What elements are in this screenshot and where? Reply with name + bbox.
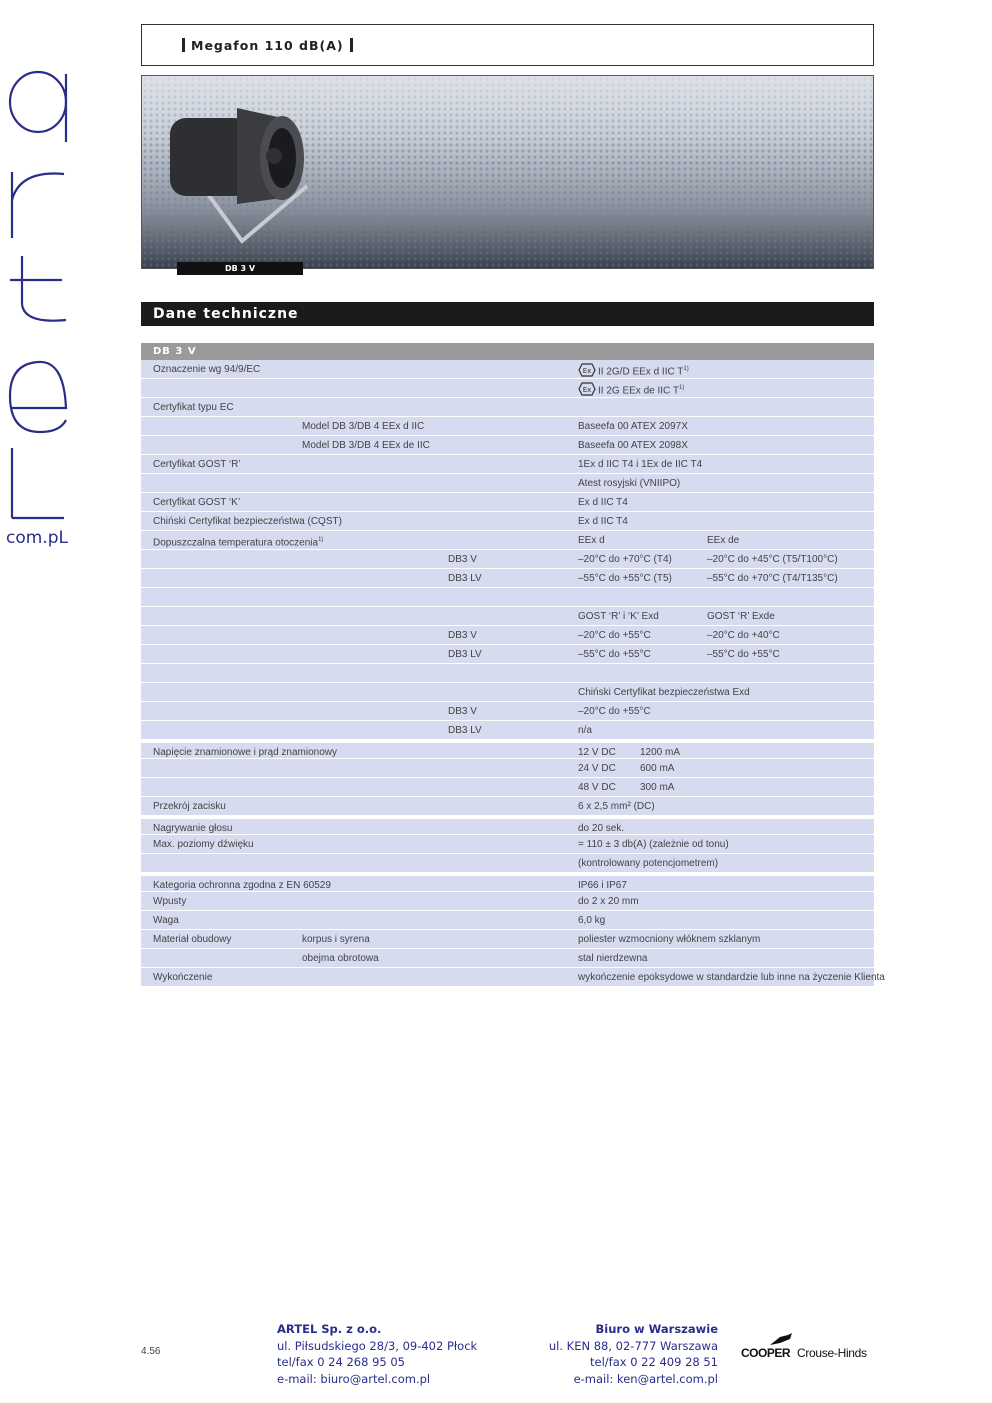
table-row: [141, 626, 874, 645]
table-row: [141, 740, 874, 759]
table-row: [141, 683, 874, 702]
row-value-text: Ex d IIC T4: [578, 497, 628, 508]
row-label: [153, 360, 260, 379]
row-value-secondary: –20°C do +40°C: [707, 630, 780, 641]
table-row: [141, 550, 874, 569]
row-label-text: Dopuszczalna temperatura otoczenia: [153, 537, 319, 549]
table-row: [141, 474, 874, 493]
row-value: [578, 930, 760, 949]
spec-table-title: DB 3 V: [141, 343, 874, 360]
row-label: [153, 512, 342, 531]
row-value-text: Baseefa 00 ATEX 2097X: [578, 421, 688, 432]
megaphone-image-icon: [142, 76, 874, 269]
phone-line: tel/fax 0 22 409 28 51: [590, 1355, 718, 1369]
cooper-crouse-hinds-logo: [740, 1333, 876, 1363]
footnote-marker: 1): [318, 537, 324, 543]
row-value-text: GOST ‘R’ i ‘K’ Exd: [578, 611, 659, 622]
row-value: [578, 702, 651, 721]
svg-text:Ex: Ex: [582, 386, 592, 395]
table-row: [141, 531, 874, 550]
row-label-text: Waga: [153, 915, 179, 926]
row-sublabel-text: Model DB 3/DB 4 EEx de IIC: [302, 440, 430, 451]
table-row: [141, 949, 874, 968]
row-value-text: 24 V DC: [578, 763, 616, 774]
row-value: [578, 417, 688, 436]
email-line: e-mail: biuro@artel.com.pl: [277, 1371, 431, 1386]
row-value-text: (kontrolowany potencjometrem): [578, 858, 719, 869]
row-value-text: Chiński Certyfikat bezpieczeństwa Exd: [578, 687, 750, 698]
artel-side-logo: [0, 60, 80, 560]
row-value-text: do 2 x 20 mm: [578, 896, 639, 907]
row-variant: [448, 721, 482, 740]
brand-cooper: COOPER: [741, 1346, 791, 1360]
row-label-text: Napięcie znamionowe i prąd znamionowy: [153, 747, 337, 758]
row-value-text: II 2G EEx de IIC T: [598, 385, 679, 397]
row-value: [578, 797, 655, 816]
row-value-text: do 20 sek.: [578, 823, 625, 834]
row-value-text: Atest rosyjski (VNIIPO): [578, 478, 681, 489]
footnote-marker: 1): [683, 366, 689, 372]
email-line: e-mail: ken@artel.com.pl: [573, 1371, 718, 1386]
row-value-text: 6 x 2,5 mm² (DC): [578, 801, 655, 812]
row-label: [153, 493, 240, 512]
row-value-current: 1200 mA: [640, 747, 681, 758]
table-row: [141, 778, 874, 797]
row-value: [578, 474, 680, 493]
row-label-text: Wpusty: [153, 896, 187, 907]
row-variant: [448, 550, 477, 569]
table-row: [141, 360, 874, 379]
row-value-secondary: EEx de: [707, 535, 740, 546]
row-variant-text: DB3 V: [448, 630, 477, 641]
row-label: [153, 930, 231, 949]
row-value: [578, 778, 616, 797]
row-value: [578, 968, 885, 987]
table-row: [141, 588, 874, 607]
table-row: [141, 968, 885, 987]
row-value-secondary: GOST ‘R’ Exde: [707, 611, 775, 622]
table-row: [141, 512, 874, 531]
row-label: [153, 398, 234, 417]
table-row: [141, 664, 874, 683]
office-name: Biuro w Warszawie: [595, 1322, 718, 1336]
row-value-text: EEx d: [578, 535, 605, 546]
row-value: [578, 759, 616, 778]
row-label-text: Oznaczenie wg 94/9/EC: [153, 364, 261, 375]
table-row: [141, 569, 874, 588]
header-bar-right-icon: [350, 38, 353, 52]
row-value-text: II 2G/D EEx d IIC T: [598, 366, 684, 378]
section-title: Dane techniczne: [141, 302, 874, 326]
table-row: [141, 854, 874, 873]
row-sublabel: [302, 436, 430, 455]
row-label: [153, 835, 254, 854]
row-value: [578, 512, 628, 531]
row-value: [578, 721, 592, 740]
row-value-text: –20°C do +55°C: [578, 706, 651, 717]
row-label-text: Certyfikat typu EC: [153, 402, 234, 413]
row-label-text: Max. poziomy dźwięku: [153, 839, 254, 850]
row-variant-text: DB3 LV: [448, 725, 482, 736]
row-label: [153, 968, 212, 987]
row-value: [578, 835, 729, 854]
table-row: [141, 911, 874, 930]
ex-hexagon-icon: [578, 363, 596, 377]
table-row: [141, 759, 874, 778]
row-value: [578, 436, 688, 455]
table-row: [141, 436, 874, 455]
row-value-secondary: –55°C do +70°C (T4/T135°C): [707, 573, 838, 584]
table-row: [141, 607, 874, 626]
cooper-mark-icon: [768, 1333, 794, 1347]
row-value-current: 300 mA: [640, 782, 675, 793]
row-variant-text: DB3 V: [448, 706, 477, 717]
header-bar-left-icon: [182, 38, 185, 52]
row-value: [578, 892, 639, 911]
table-row: [141, 873, 874, 892]
spec-table: [141, 343, 885, 987]
row-label-text: Przekrój zacisku: [153, 801, 226, 812]
table-row: [141, 455, 874, 474]
row-value: [578, 626, 651, 645]
row-value-text: Ex d IIC T4: [578, 516, 628, 527]
row-label-text: Chiński Certyfikat bezpieczeństwa (CQST): [153, 516, 342, 527]
row-value-text: –55°C do +55°C (T5): [578, 573, 672, 584]
row-value-text: IP66 i IP67: [578, 880, 627, 891]
row-value: [578, 569, 672, 588]
row-value: [578, 531, 605, 550]
row-label: [153, 455, 241, 474]
artel-domain-label: com.pL: [6, 528, 68, 548]
page-number: 4.56: [141, 1346, 161, 1357]
row-label-text: Wykończenie: [153, 972, 213, 983]
row-label: [153, 892, 186, 911]
phone-line: tel/fax 0 24 268 95 05: [277, 1355, 405, 1369]
row-value-text: –20°C do +55°C: [578, 630, 651, 641]
row-sublabel-text: Model DB 3/DB 4 EEx d IIC: [302, 421, 425, 432]
row-variant: [448, 645, 482, 664]
row-value-text: Baseefa 00 ATEX 2098X: [578, 440, 688, 451]
row-sublabel: [302, 930, 370, 949]
table-row: [141, 379, 874, 398]
row-label-text: Materiał obudowy: [153, 934, 232, 945]
row-value-text: –55°C do +55°C: [578, 649, 651, 660]
row-label: [153, 797, 226, 816]
ex-hexagon-icon: [578, 382, 596, 396]
table-row: [141, 645, 874, 664]
row-value: [578, 683, 750, 702]
table-row: [141, 892, 874, 911]
row-value-text: 1Ex d IIC T4 i 1Ex de IIC T4: [578, 459, 703, 470]
row-variant-text: DB3 V: [448, 554, 477, 565]
company-name: ARTEL Sp. z o.o.: [277, 1322, 382, 1336]
row-value: [578, 911, 605, 930]
row-variant-text: DB3 LV: [448, 649, 482, 660]
row-variant-text: DB3 LV: [448, 573, 482, 584]
row-sublabel: [302, 417, 424, 436]
row-label-text: Certyfikat GOST ‘K’: [153, 497, 241, 508]
address-line: ul. Piłsudskiego 28/3, 09-402 Płock: [277, 1338, 478, 1353]
address-line: ul. KEN 88, 02-777 Warszawa: [548, 1338, 718, 1353]
row-label-text: Nagrywanie głosu: [153, 823, 233, 834]
row-value: [578, 949, 647, 968]
row-sublabel-text: korpus i syrena: [302, 934, 370, 945]
page-title: Megafon 110 dB(A): [191, 37, 344, 53]
table-row: [141, 835, 874, 854]
row-variant: [448, 702, 477, 721]
row-label-text: Kategoria ochronna zgodna z EN 60529: [153, 880, 331, 891]
row-value: [578, 854, 718, 873]
product-photo: [141, 75, 874, 269]
table-row: [141, 797, 874, 816]
svg-text:Ex: Ex: [582, 367, 592, 376]
table-row: [141, 721, 874, 740]
row-value-text: = 110 ± 3 db(A) (zależnie od tonu): [578, 839, 729, 850]
row-value-text: n/a: [578, 725, 592, 736]
page-header: [141, 24, 874, 66]
table-row: [141, 930, 874, 949]
row-value-text: 12 V DC: [578, 747, 616, 758]
table-row: [141, 493, 874, 512]
table-row: [141, 398, 874, 417]
address-headquarters: [277, 1321, 477, 1387]
table-row: [141, 417, 874, 436]
artel-logo-icon: [0, 60, 80, 530]
row-value-text: 6,0 kg: [578, 915, 606, 926]
table-row: [141, 702, 874, 721]
row-value: [578, 550, 672, 569]
row-variant: [448, 626, 477, 645]
row-label: [153, 911, 179, 930]
row-value-text: stal nierdzewna: [578, 953, 648, 964]
row-value-text: poliester wzmocniony włóknem szklanym: [578, 934, 761, 945]
row-value: [578, 455, 702, 474]
row-value: [578, 645, 651, 664]
row-value-text: –20°C do +70°C (T4): [578, 554, 672, 565]
address-warsaw-office: [530, 1321, 718, 1387]
photo-caption: DB 3 V: [177, 262, 303, 275]
row-value-secondary: –20°C do +45°C (T5/T100°C): [707, 554, 838, 565]
row-value-current: 600 mA: [640, 763, 675, 774]
row-sublabel-text: obejma obrotowa: [302, 953, 379, 964]
footnote-marker: 1): [678, 385, 685, 391]
row-value-text: 48 V DC: [578, 782, 616, 793]
row-sublabel: [302, 949, 379, 968]
row-value: [578, 607, 659, 626]
table-row: [141, 816, 874, 835]
brand-crouse-hinds: Crouse-Hinds: [797, 1346, 867, 1360]
row-value-text: wykończenie epoksydowe w standardzie lub inne na życzenie Klienta: [578, 972, 885, 983]
row-variant: [448, 569, 482, 588]
row-value-secondary: –55°C do +55°C: [707, 649, 780, 660]
row-value: [578, 493, 628, 512]
row-label-text: Certyfikat GOST ‘R’: [153, 459, 241, 470]
